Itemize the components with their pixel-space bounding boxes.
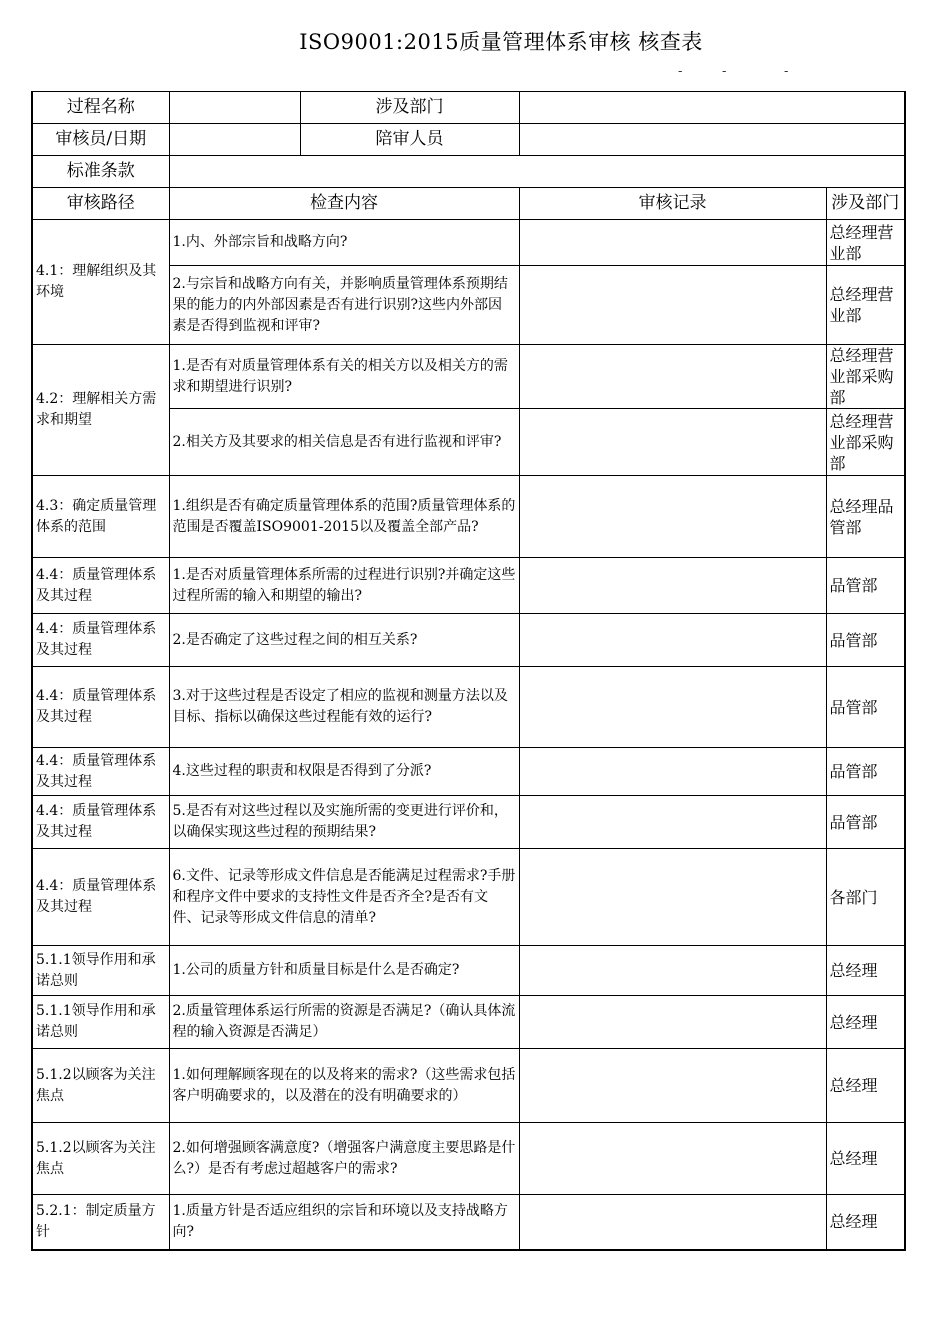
col-dept-header: 涉及部门 <box>826 188 905 220</box>
audit-record-cell[interactable] <box>519 476 826 558</box>
dept-cell: 总经理营业部 <box>826 266 905 345</box>
audit-record-cell[interactable] <box>519 667 826 748</box>
audit-record-cell[interactable] <box>519 946 826 996</box>
accompany-value[interactable] <box>519 124 905 156</box>
audit-record-cell[interactable] <box>519 614 826 667</box>
dept-cell: 总经理 <box>826 1195 905 1250</box>
audit-record-cell[interactable] <box>519 558 826 614</box>
dept-cell: 总经理 <box>826 996 905 1049</box>
check-content-cell: 3.对于这些过程是否设定了相应的监视和测量方法以及目标、指标以确保这些过程能有效的运行? <box>169 667 519 748</box>
check-content-cell: 2.相关方及其要求的相关信息是否有进行监视和评审? <box>169 409 519 476</box>
table-row <box>32 558 905 614</box>
audit-path-cell: 4.2：理解相关方需求和期望 <box>32 345 169 476</box>
table-row <box>32 748 905 796</box>
dept-value[interactable] <box>519 92 905 124</box>
audit-path-cell: 4.4：质量管理体系及其过程 <box>32 796 169 849</box>
header-row-process <box>32 92 905 124</box>
dept-cell: 品管部 <box>826 667 905 748</box>
audit-record-cell[interactable] <box>519 748 826 796</box>
dept-cell: 各部门 <box>826 849 905 946</box>
audit-path-cell: 5.2.1：制定质量方针 <box>32 1195 169 1250</box>
check-content-cell: 2.是否确定了这些过程之间的相互关系? <box>169 614 519 667</box>
audit-path-cell: 5.1.1领导作用和承诺总则 <box>32 946 169 996</box>
table-row <box>32 796 905 849</box>
audit-record-cell[interactable] <box>519 1123 826 1195</box>
date-dash-2: - <box>722 64 727 79</box>
audit-path-cell: 4.1：理解组织及其环境 <box>32 220 169 345</box>
audit-path-cell: 4.4：质量管理体系及其过程 <box>32 667 169 748</box>
date-dash-1: - <box>678 64 683 79</box>
audit-record-cell[interactable] <box>519 796 826 849</box>
audit-path-cell: 4.3：确定质量管理体系的范围 <box>32 476 169 558</box>
audit-record-cell[interactable] <box>519 345 826 409</box>
check-content-cell: 1.组织是否有确定质量管理体系的范围?质量管理体系的范围是否覆盖ISO9001-2015以及覆盖全部产品? <box>169 476 519 558</box>
table-row <box>32 1123 905 1195</box>
audit-record-cell[interactable] <box>519 1195 826 1250</box>
dept-cell: 品管部 <box>826 614 905 667</box>
dept-cell: 总经理营业部采购部 <box>826 345 905 409</box>
audit-path-cell: 4.4：质量管理体系及其过程 <box>32 748 169 796</box>
check-content-cell: 1.内、外部宗旨和战略方向? <box>169 220 519 266</box>
col-record-header: 审核记录 <box>519 188 826 220</box>
audit-record-cell[interactable] <box>519 996 826 1049</box>
col-content-header: 检查内容 <box>169 188 519 220</box>
check-content-cell: 1.公司的质量方针和质量目标是什么是否确定? <box>169 946 519 996</box>
check-content-cell: 4.这些过程的职责和权限是否得到了分派? <box>169 748 519 796</box>
dept-cell: 品管部 <box>826 558 905 614</box>
table-row <box>32 345 905 409</box>
audit-record-cell[interactable] <box>519 409 826 476</box>
dept-cell: 总经理营业部采购部 <box>826 409 905 476</box>
table-row <box>32 667 905 748</box>
dept-cell: 总经理 <box>826 1123 905 1195</box>
accompany-label: 陪审人员 <box>300 124 519 156</box>
dept-cell: 总经理品管部 <box>826 476 905 558</box>
table-row <box>32 996 905 1049</box>
table-row <box>32 1049 905 1123</box>
dept-cell: 总经理 <box>826 1049 905 1123</box>
audit-record-cell[interactable] <box>519 220 826 266</box>
audit-path-cell: 4.4：质量管理体系及其过程 <box>32 849 169 946</box>
table-row <box>32 614 905 667</box>
audit-record-cell[interactable] <box>519 266 826 345</box>
column-header-row <box>32 188 905 220</box>
clause-value[interactable] <box>169 156 905 188</box>
audit-path-cell: 5.1.1领导作用和承诺总则 <box>32 996 169 1049</box>
dept-cell: 品管部 <box>826 796 905 849</box>
col-path-header: 审核路径 <box>32 188 169 220</box>
audit-path-cell: 5.1.2以顾客为关注焦点 <box>32 1049 169 1123</box>
page-title: ISO9001:2015质量管理体系审核 核查表 <box>299 30 703 54</box>
process-name-label: 过程名称 <box>32 92 169 124</box>
table-row <box>32 1195 905 1250</box>
dept-label: 涉及部门 <box>300 92 519 124</box>
table-row <box>32 946 905 996</box>
check-content-cell: 1.是否对质量管理体系所需的过程进行识别?并确定这些过程所需的输入和期望的输出? <box>169 558 519 614</box>
header-row-auditor <box>32 124 905 156</box>
header-row-clause <box>32 156 905 188</box>
check-content-cell: 1.是否有对质量管理体系有关的相关方以及相关方的需求和期望进行识别? <box>169 345 519 409</box>
audit-path-cell: 4.4：质量管理体系及其过程 <box>32 558 169 614</box>
dept-cell: 总经理营业部 <box>826 220 905 266</box>
auditor-date-value[interactable] <box>169 124 300 156</box>
dept-cell: 总经理 <box>826 946 905 996</box>
process-name-value[interactable] <box>169 92 300 124</box>
dept-cell: 品管部 <box>826 748 905 796</box>
table-row <box>32 220 905 266</box>
auditor-date-label: 审核员/日期 <box>32 124 169 156</box>
check-content-cell: 2.如何增强顾客满意度?（增强客户满意度主要思路是什么?）是否有考虑过超越客户的需求? <box>169 1123 519 1195</box>
audit-path-cell: 4.4：质量管理体系及其过程 <box>32 614 169 667</box>
date-dash-3: - <box>784 64 789 79</box>
check-content-cell: 1.如何理解顾客现在的以及将来的需求?（这些需求包括客户明确要求的，以及潜在的没有明确要求的） <box>169 1049 519 1123</box>
table-row <box>32 849 905 946</box>
check-content-cell: 6.文件、记录等形成文件信息是否能满足过程需求?手册和程序文件中要求的支持性文件是否齐全?是否有文件、记录等形成文件信息的清单? <box>169 849 519 946</box>
audit-record-cell[interactable] <box>519 1049 826 1123</box>
audit-checklist-table <box>31 91 906 1251</box>
check-content-cell: 2.与宗旨和战略方向有关，并影响质量管理体系预期结果的能力的内外部因素是否有进行识别?这些内外部因素是否得到监视和评审? <box>169 266 519 345</box>
audit-record-cell[interactable] <box>519 849 826 946</box>
check-content-cell: 2.质量管理体系运行所需的资源是否满足?（确认具体流程的输入资源是否满足） <box>169 996 519 1049</box>
clause-label: 标准条款 <box>32 156 169 188</box>
table-row <box>32 476 905 558</box>
audit-path-cell: 5.1.2以顾客为关注焦点 <box>32 1123 169 1195</box>
check-content-cell: 5.是否有对这些过程以及实施所需的变更进行评价和，以确保实现这些过程的预期结果? <box>169 796 519 849</box>
check-content-cell: 1.质量方针是否适应组织的宗旨和环境以及支持战略方向? <box>169 1195 519 1250</box>
